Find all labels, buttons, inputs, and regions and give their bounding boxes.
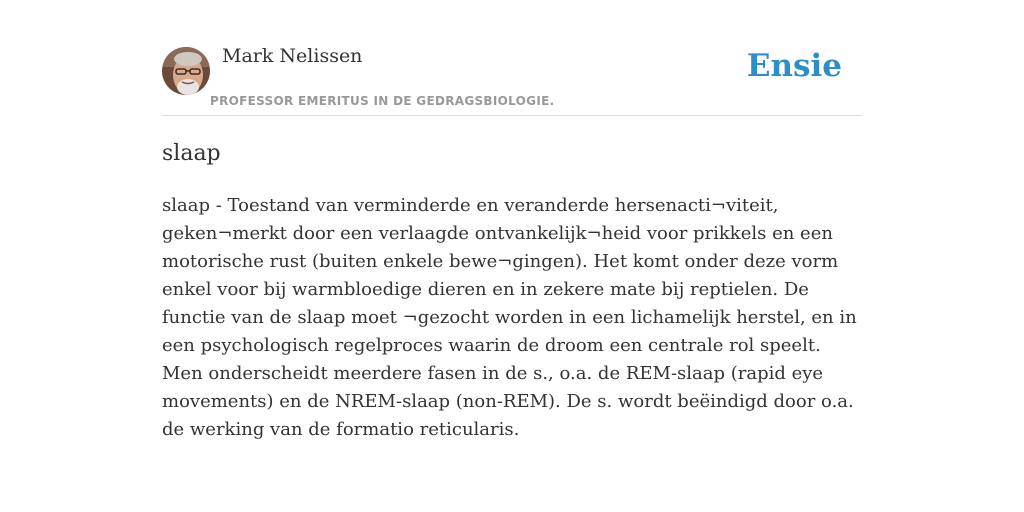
author-role: PROFESSOR EMERITUS IN DE GEDRAGSBIOLOGIE. xyxy=(210,94,555,108)
author-avatar[interactable] xyxy=(162,47,210,95)
author-name[interactable]: Mark Nelissen xyxy=(222,45,363,67)
author-header xyxy=(162,0,862,116)
entry-card xyxy=(162,0,862,512)
entry-definition: slaap - Toestand van verminderde en veranderde hersenacti¬viteit, geken¬merkt door een verlaagde ontvankelijk¬heid voor prikkels en een motorische rust (buiten enkele bewe¬gingen). Het komt onder deze vorm enkel voor bij warmbloedige dieren en in zekere mate bij reptielen. De functie van de slaap moet ¬gezocht worden in een lichamelijk herstel, en in een psychologisch regelproces waarin de droom een centrale rol speelt. Men onderscheidt meerdere fasen in de s., o.a. de REM-slaap (rapid eye movements) en de NREM-slaap (non-REM). De s. wordt beëindigd door o.a. de werking van de formatio reticularis. xyxy=(162,195,857,440)
author-portrait-icon xyxy=(162,47,210,95)
brand-logo[interactable]: Ensie xyxy=(746,48,842,84)
entry-term: slaap xyxy=(162,141,221,166)
